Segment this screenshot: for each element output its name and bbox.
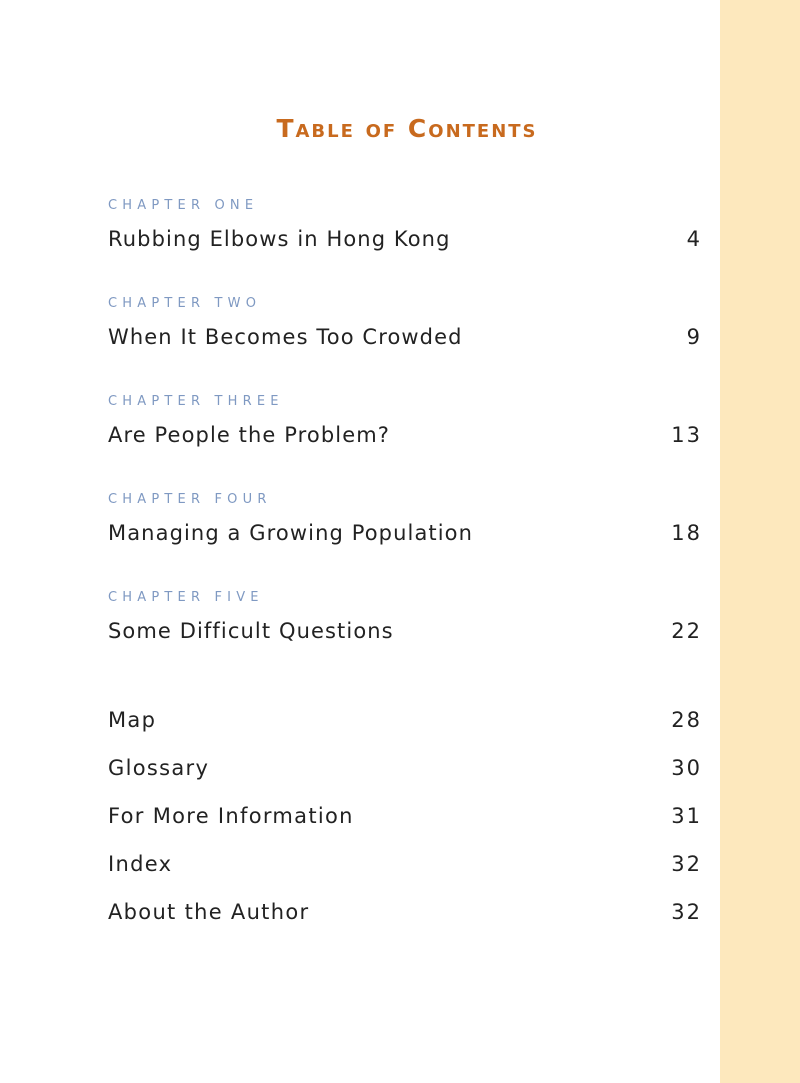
toc-back-matter-entry[interactable]	[108, 754, 702, 802]
toc-chapter-entry[interactable]	[108, 198, 702, 253]
chapter-title: Are People the Problem?	[108, 423, 391, 447]
chapter-label: CHAPTER TWO	[108, 296, 262, 311]
entry-title: Index	[108, 852, 173, 876]
toc-back-matter-entry[interactable]	[108, 802, 702, 850]
page-number: 28	[671, 708, 702, 732]
chapter-label: CHAPTER FIVE	[108, 590, 264, 605]
entry-title: About the Author	[108, 900, 310, 924]
chapter-label: CHAPTER THREE	[108, 394, 284, 409]
back-matter-list	[108, 706, 702, 946]
chapter-title: Rubbing Elbows in Hong Kong	[108, 227, 451, 251]
page-title: Table of Contents	[276, 114, 538, 143]
toc-back-matter-entry[interactable]	[108, 850, 702, 898]
page-number: 32	[671, 900, 702, 924]
chapter-label: CHAPTER ONE	[108, 198, 259, 213]
page-number: 32	[671, 852, 702, 876]
toc-chapter-entry[interactable]	[108, 296, 702, 351]
chapter-title: When It Becomes Too Crowded	[108, 325, 463, 349]
page-number: 13	[671, 423, 702, 447]
page-number: 30	[671, 756, 702, 780]
entry-title: Glossary	[108, 756, 210, 780]
toc-chapter-entry[interactable]	[108, 590, 702, 645]
page-number: 4	[686, 227, 702, 251]
entry-title: Map	[108, 708, 157, 732]
page-number: 9	[686, 325, 702, 349]
side-color-band	[720, 0, 800, 1083]
toc-back-matter-entry[interactable]	[108, 706, 702, 754]
toc-chapter-entry[interactable]	[108, 394, 702, 449]
chapter-title: Managing a Growing Population	[108, 521, 474, 545]
toc-back-matter-entry[interactable]	[108, 898, 702, 946]
page-number: 22	[671, 619, 702, 643]
page-number: 31	[671, 804, 702, 828]
page-number: 18	[671, 521, 702, 545]
chapter-title: Some Difficult Questions	[108, 619, 394, 643]
toc-chapter-entry[interactable]	[108, 492, 702, 547]
entry-title: For More Information	[108, 804, 354, 828]
chapter-label: CHAPTER FOUR	[108, 492, 272, 507]
